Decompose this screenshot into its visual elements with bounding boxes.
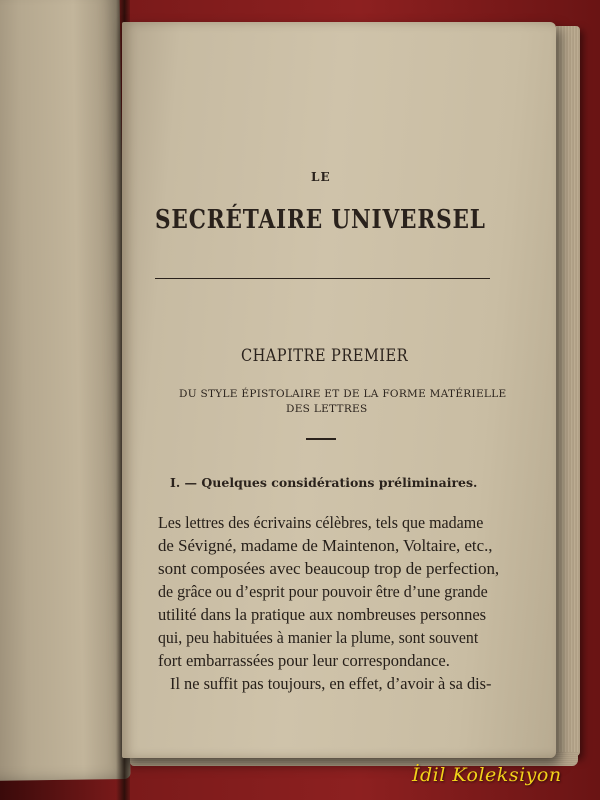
left-page	[0, 0, 131, 781]
page-edges	[556, 26, 580, 756]
body-line: fort embarrassées pour leur correspondance.	[158, 651, 450, 670]
chapter-heading: CHAPITRE PREMIER	[241, 346, 409, 366]
chapter-divider	[306, 438, 336, 440]
chapter-subtitle-line-1: DU STYLE ÉPISTOLAIRE ET DE LA FORME MATÉRIELLE	[179, 388, 507, 400]
book-title: SECRÉTAIRE UNIVERSEL	[155, 205, 486, 235]
title-prefix: LE	[311, 170, 331, 184]
body-line: Les lettres des écrivains célèbres, tels que madame	[158, 513, 484, 532]
body-line: de grâce ou d’esprit pour pouvoir être d’une grande	[158, 582, 488, 601]
chapter-subtitle-line-2: DES LETTRES	[286, 403, 368, 415]
title-divider	[155, 278, 490, 279]
body-line: sont composées avec beaucoup trop de perfection,	[158, 559, 500, 578]
body-line: Il ne suffit pas toujours, en effet, d’avoir à sa dis-	[170, 674, 492, 693]
body-line: de Sévigné, madame de Maintenon, Voltaire, etc.,	[158, 536, 493, 555]
section-heading: I. — Quelques considérations préliminaires.	[170, 475, 478, 490]
body-line: qui, peu habituées à manier la plume, sont souvent	[158, 628, 479, 647]
body-line: utilité dans la pratique aux nombreuses personnes	[158, 605, 487, 624]
watermark: İdil Koleksiyon	[412, 764, 562, 786]
